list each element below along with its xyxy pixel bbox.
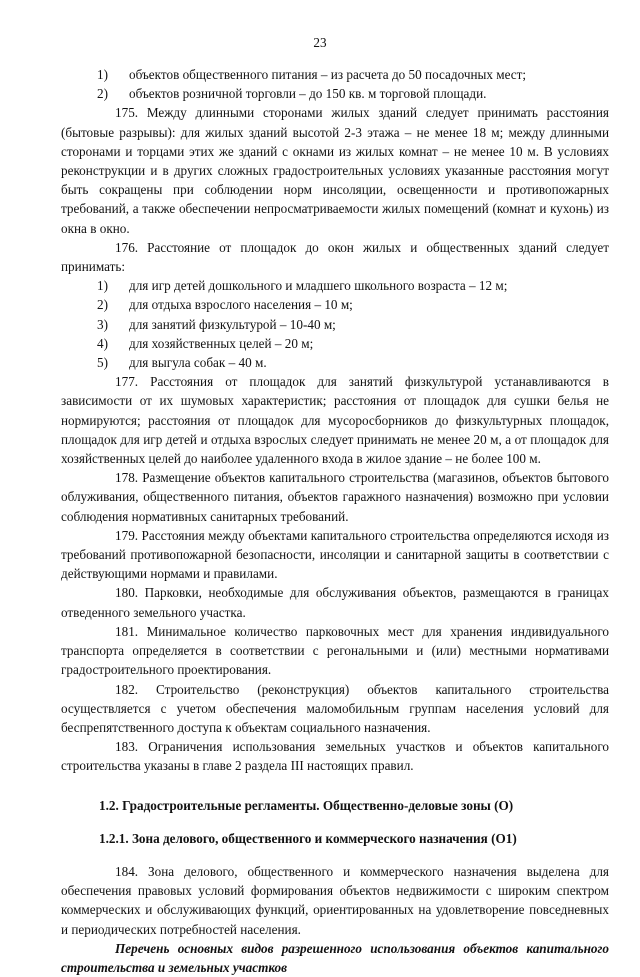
paragraph: 177. Расстояния от площадок для занятий физкультурой устанавливаются в зависимости от их шумовых характеристик; расстояния от площадок для сушки белья не нормируются; расстояния от площадок для мусоросборников до физкультурных площадок, площадок для игр детей и отдыха взрослых следует принимать не менее 20 м, а от площадок для хозяйственных целей до наиболее удаленного входа в жилое здание – не более 100 м. xyxy=(61,374,609,467)
paragraph: 181. Минимальное количество парковочных мест для хранения индивидуального транспорта определяется в соответствии с регональными и (или) местными нормативами градостроительного проектирования. xyxy=(61,623,609,678)
list-item xyxy=(61,84,609,103)
list-text: для игр детей дошкольного и младшего школьного возраста – 12 м; xyxy=(129,278,508,294)
subsection-heading: 1.2.1. Зона делового, общественного и коммерческого назначения (О1) xyxy=(99,830,517,846)
list-number: 2) xyxy=(97,297,108,313)
paragraph: 176. Расстояние от площадок до окон жилых и общественных зданий следует принимать: xyxy=(61,239,609,275)
bold-italic-paragraph: Перечень основных видов разрешенного использования объектов капитального строительства и земельных участков xyxy=(61,940,609,975)
paragraph: 180. Парковки, необходимые для обслуживания объектов, размещаются в границах отведенного земельного участка. xyxy=(61,585,609,620)
list-item xyxy=(61,295,609,314)
list-text: для отдыха взрослого населения – 10 м; xyxy=(129,297,353,313)
list-text: объектов розничной торговли – до 150 кв. м торговой площади. xyxy=(129,86,487,102)
list-text: для выгула собак – 40 м. xyxy=(129,355,267,371)
paragraph: 179. Расстояния между объектами капитального строительства определяются исходя из требований противопожарной безопасности, инсоляции и санитарной защиты в соответствии с действующими нормами и правилами. xyxy=(61,527,609,582)
list-item xyxy=(61,353,609,372)
list-item xyxy=(61,65,609,84)
section-heading: 1.2. Градостроительные регламенты. Общественно-деловые зоны (О) xyxy=(99,797,514,813)
list-text: объектов общественного питания – из расчета до 50 посадочных мест; xyxy=(129,67,527,82)
list-item xyxy=(61,276,609,295)
list-number: 2) xyxy=(97,86,108,102)
paragraph: 184. Зона делового, общественного и коммерческого назначения выделена для обеспечения правовых условий формирования объектов недвижимости с широким спектром коммерческих и обслуживающих функций, ориентированных на удовлетворение повседневных и периодических потребностей населения. xyxy=(61,863,609,937)
list-number: 3) xyxy=(97,316,108,332)
paragraph: 183. Ограничения использования земельных участков и объектов капитального строительства указаны в главе 2 раздела III настоящих правил. xyxy=(61,739,609,774)
list-number: 4) xyxy=(97,335,108,351)
paragraph: 175. Между длинными сторонами жилых зданий следует принимать расстояния (бытовые разрывы): для жилых зданий высотой 2-3 этажа – не менее 18 м; между длинными сторонами и торцами этих же зданий с окнами из жилых комнат – не менее 10 м. В условиях реконструкции и в других сложных градостроительных условиях указанные расстояния могут быть сокращены при соблюдении норм инсоляции, освещенности и противопожарных требований, а также обеспечении непросматриваемости жилых помещений (комнат и кухонь) из окна в окно. xyxy=(61,105,609,236)
list-number: 1) xyxy=(97,67,108,82)
list-text: для занятий физкультурой – 10-40 м; xyxy=(129,316,336,332)
page-number: 23 xyxy=(313,35,327,50)
paragraph: 178. Размещение объектов капитального строительства (магазинов, объектов бытового облуживания, общественного питания, объектов гаражного назначения) возможно при условии соблюдения нормативных санитарных требований. xyxy=(61,470,609,524)
list-text: для хозяйственных целей – 20 м; xyxy=(129,335,314,351)
list-number: 5) xyxy=(97,355,108,371)
paragraph: 182. Строительство (реконструкция) объектов капитального строительства осуществляется с учетом обеспечения маломобильным группам населения условий для беспрепятственного доступа к объектам социального назначения. xyxy=(61,681,609,735)
list-item xyxy=(61,334,609,353)
document-body xyxy=(61,65,609,977)
list-number: 1) xyxy=(97,278,108,294)
list-item xyxy=(61,315,609,334)
